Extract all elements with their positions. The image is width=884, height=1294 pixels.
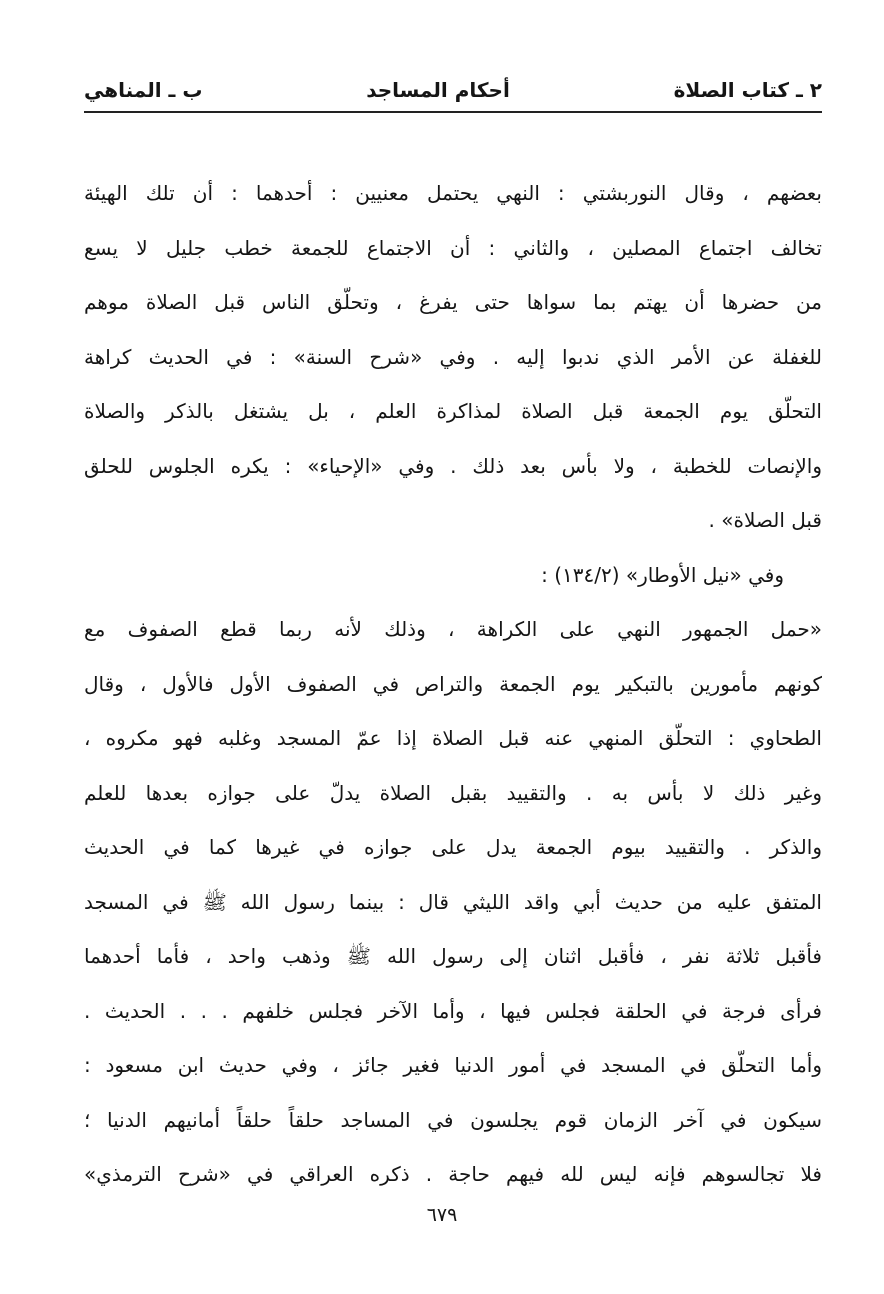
text-line: فلا تجالسوهم فإنه ليس لله فيهم حاجة . ذكره العراقي في «شرح الترمذي» [84, 1162, 822, 1186]
page-number: ٦٧٩ [426, 1204, 458, 1226]
text-line: فرأى فرجة في الحلقة فجلس فيها ، وأما الآخر فجلس خلفهم . . . الحديث . [84, 998, 822, 1023]
header-chapter-title: ٢ ـ كتاب الصلاة [673, 78, 822, 102]
running-header [84, 70, 822, 110]
citation-line: وفي «نيل الأوطار» (١٣٤/٢) : [541, 562, 784, 587]
text-line: والإنصات للخطبة ، ولا بأس بعد ذلك . وفي «الإحياء» : يكره الجلوس للحلق [84, 453, 822, 478]
text-line: تخالف اجتماع المصلين ، والثاني : أن الاجتماع للجمعة خطب جليل لا يسع [84, 235, 822, 260]
text-line: بعضهم ، وقال النوربشتي : النهي يحتمل معنيين : أحدهما : أن تلك الهيئة [84, 181, 822, 205]
header-subsection-title: ب ـ المناهي [84, 78, 203, 102]
body-text [84, 166, 822, 1202]
text-line: والذكر . والتقييد بيوم الجمعة يدل على جوازه في غيرها كما في الحديث [84, 835, 822, 859]
header-section-title: أحكام المساجد [366, 78, 510, 102]
text-line: قبل الصلاة» . [708, 508, 822, 532]
header-divider [84, 111, 822, 113]
text-line: التحلّق يوم الجمعة قبل الصلاة لمذاكرة العلم ، بل يشتغل بالذكر والصلاة [84, 399, 822, 423]
text-line: «حمل الجمهور النهي على الكراهة ، وذلك لأنه ربما قطع الصفوف مع [84, 617, 822, 641]
text-line: وأما التحلّق في المسجد في أمور الدنيا فغير جائز ، وفي حديث ابن مسعود : [84, 1053, 822, 1077]
text-line: كونهم مأمورين بالتبكير يوم الجمعة والتراص في الصفوف الأول فالأول ، وقال [84, 671, 822, 696]
text-line: للغفلة عن الأمر الذي ندبوا إليه . وفي «شرح السنة» : في الحديث كراهة [84, 344, 822, 369]
text-line: فأقبل ثلاثة نفر ، فأقبل اثنان إلى رسول الله ﷺ وذهب واحد ، فأما أحدهما [84, 944, 822, 968]
text-line: سيكون في آخر الزمان قوم يجلسون في المساجد حلقاً حلقاً أمانيهم الدنيا ؛ [84, 1107, 822, 1132]
text-line: من حضرها أن يهتم بما سواها حتى يفرغ ، وتحلّق الناس قبل الصلاة موهم [84, 290, 822, 314]
text-line: المتفق عليه من حديث أبي واقد الليثي قال : بينما رسول الله ﷺ في المسجد [84, 889, 822, 914]
text-line: الطحاوي : التحلّق المنهي عنه قبل الصلاة إذا عمّ المسجد وغلبه فهو مكروه ، [84, 726, 822, 750]
text-line: وغير ذلك لا بأس به . والتقييد بقبل الصلاة يدلّ على جوازه بعدها للعلم [84, 780, 822, 805]
